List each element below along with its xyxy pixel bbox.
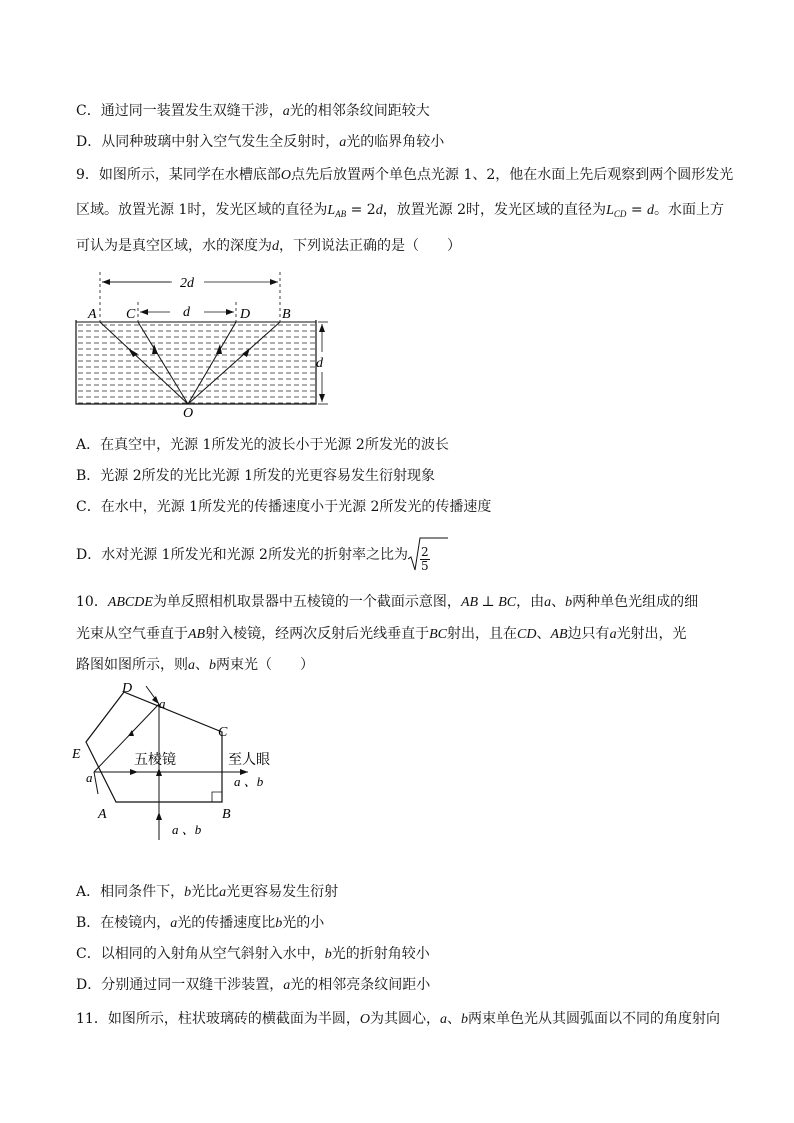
- q9-option-b: B．光源 2所发的光比光源 1所发的光更容易发生衍射现象: [76, 468, 436, 484]
- point-D: D: [240, 307, 251, 322]
- ray-a-left-label: a: [86, 770, 93, 785]
- label-2d: 2d: [180, 276, 194, 291]
- water-region: [76, 322, 316, 404]
- label-d: d: [183, 305, 190, 320]
- q8-option-c: C．通过同一装置发生双缝干涉，a光的相邻条纹间距较大: [76, 103, 430, 119]
- q10-option-c: C．以相同的入射角从空气斜射入水中，b光的折射角较小: [76, 946, 430, 962]
- vertex-A: A: [98, 807, 107, 822]
- exit-label: a 、b: [234, 774, 264, 789]
- q10-option-a: A．相同条件下，b光比a光更容易发生衍射: [76, 884, 339, 900]
- q10-stem-line3: 路图如图所示，则a、b两束光（ ）: [76, 657, 314, 673]
- eye-label: 至人眼: [228, 753, 270, 768]
- q10-stem-line2: 光束从空气垂直于AB射入棱镜，经两次反射后光线垂直于BC射出，且在CD、AB边只有a光射出，光: [76, 626, 687, 642]
- vertex-D: D: [122, 681, 133, 696]
- vertex-E: E: [72, 747, 81, 762]
- vertex-B: B: [222, 807, 231, 822]
- q9-option-a: A．在真空中，光源 1所发光的波长小于光源 2所发光的波长: [76, 437, 449, 453]
- q10-option-b: B．在棱镜内，a光的传播速度比b光的小: [76, 915, 325, 931]
- q9-stem-line3: 可认为是真空区域，水的深度为d，下列说法正确的是（ ）: [76, 238, 461, 254]
- point-C: C: [126, 307, 136, 322]
- q11-stem-line1: 11．如图所示，柱状玻璃砖的横截面为半圆，O为其圆心，a、b两束单色光从其圆弧面以不同的角度射向: [76, 1011, 720, 1027]
- q9-option-c: C．在水中，光源 1所发光的传播速度小于光源 2所发光的传播速度: [76, 499, 492, 515]
- entry-label: a 、b: [172, 822, 202, 837]
- q9-water-tank-figure: [70, 268, 340, 418]
- q9-option-d: D．水对光源 1所发光和光源 2所发光的折射率之比为 $\frac{2}{5}$: [76, 535, 430, 575]
- prism-outline: [86, 692, 222, 802]
- ray-a-top-label: a: [159, 696, 166, 711]
- point-O: O: [183, 406, 194, 418]
- point-B: B: [282, 307, 291, 322]
- label-depth-d: d: [316, 356, 323, 371]
- point-A: A: [88, 307, 97, 322]
- prism-label: 五棱镜: [134, 753, 176, 768]
- q10-stem-line1: 10．ABCDE为单反照相机取景器中五棱镜的一个截面示意图，AB ⊥ BC，由a、b两种单色光组成的细: [76, 594, 699, 610]
- vertex-C: C: [218, 725, 228, 740]
- q8-option-d: D．从同种玻璃中射入空气发生全反射时，a光的临界角较小: [76, 134, 445, 150]
- sqrt-fraction: $\frac{2}{5}$: [408, 537, 430, 573]
- q10-option-d: D．分别通过同一双缝干涉装置，a光的相邻亮条纹间距小: [76, 977, 431, 993]
- q9-stem-line2: 区域。放置光源 1时，发光区域的直径为$L_{AB} = 2d$，放置光源 2时，发光区域的直径为$L_{CD} = d$。水面上方: [76, 202, 725, 219]
- q9-stem-line1: 9．如图所示，某同学在水槽底部O点先后放置两个单色点光源 1、2，他在水面上先后观察到两个圆形发光: [76, 167, 734, 183]
- q10-pentaprism-figure: [66, 678, 286, 848]
